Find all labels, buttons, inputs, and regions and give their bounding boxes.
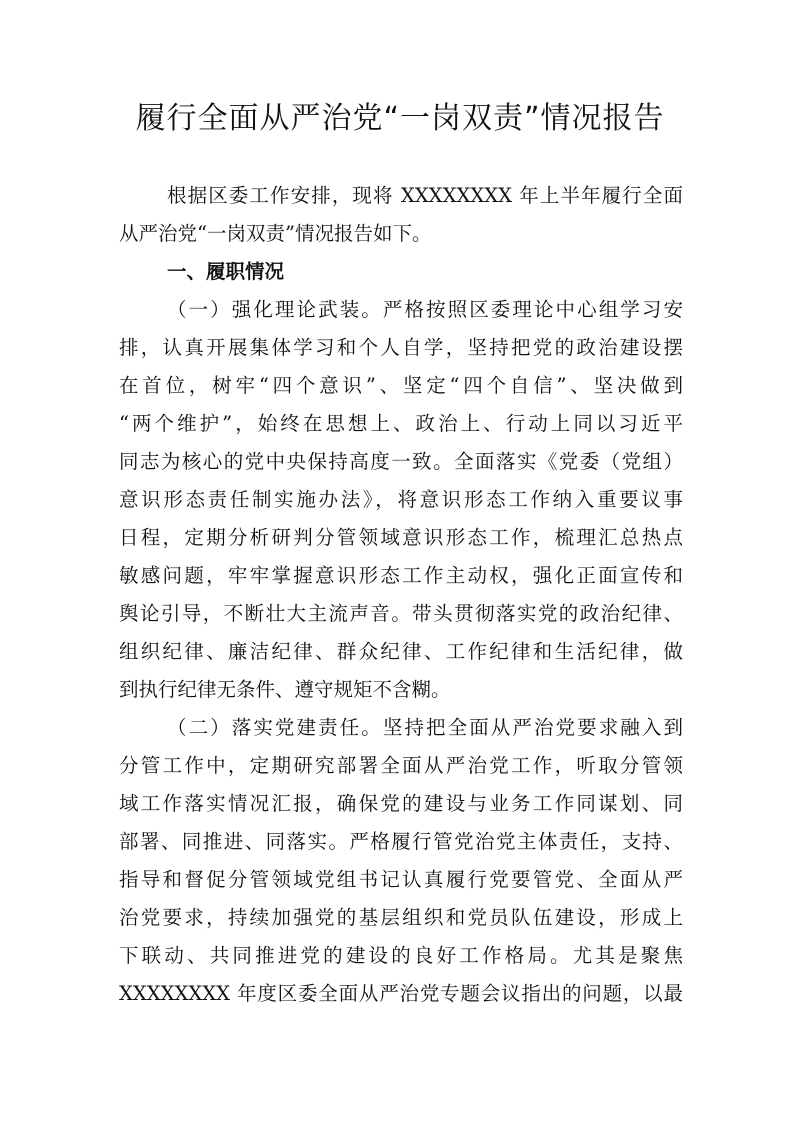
para2-line-8: XXXXXXXX 年度区委全面从严治党专题会议指出的问题，以最 — [119, 982, 683, 1005]
para1-line-6: 意识形态责任制实施办法》，将意识形态工作纳入重要议事 — [119, 488, 683, 511]
para2-line-2: 分管工作中，定期研究部署全面从严治党工作，听取分管领 — [119, 754, 683, 777]
para2-line-3: 域工作落实情况汇报，确保党的建设与业务工作同谋划、同 — [119, 792, 683, 815]
para1-line-7: 日程，定期分析研判分管领域意识形态工作，梳理汇总热点 — [119, 526, 683, 549]
intro-line-1: 根据区委工作安排，现将 XXXXXXXX 年上半年履行全面 — [167, 184, 683, 207]
document-title: 履行全面从严治党“一岗双责”情况报告 — [135, 101, 665, 136]
para1-line-9: 舆论引导，不断壮大主流声音。带头贯彻落实党的政治纪律、 — [119, 602, 683, 625]
section-heading: 一、履职情况 — [167, 260, 285, 283]
para1-line-10: 组织纪律、廉洁纪律、群众纪律、工作纪律和生活纪律，做 — [119, 640, 683, 663]
para1-line-2: 排，认真开展集体学习和个人自学，坚持把党的政治建设摆 — [119, 336, 683, 359]
para1-line-11: 到执行纪律无条件、遵守规矩不含糊。 — [119, 678, 451, 701]
para1-line-8: 敏感问题，牢牢掌握意识形态工作主动权，强化正面宣传和 — [119, 564, 683, 587]
para2-line-7: 下联动、共同推进党的建设的良好工作格局。尤其是聚焦 — [119, 944, 683, 967]
para1-line-3: 在首位，树牢“四个意识”、坚定“四个自信”、坚决做到 — [119, 374, 683, 397]
para1-line-5: 同志为核心的党中央保持高度一致。全面落实《党委（党组） — [119, 450, 683, 473]
para2-line-6: 治党要求，持续加强党的基层组织和党员队伍建设，形成上 — [119, 906, 683, 929]
para1-line-4: “两个维护”，始终在思想上、政治上、行动上同以习近平 — [119, 412, 683, 435]
intro-line-2: 从严治党“一岗双责”情况报告如下。 — [119, 222, 432, 245]
para2-line-4: 部署、同推进、同落实。严格履行管党治党主体责任，支持、 — [119, 830, 683, 853]
para1-line-1: （一）强化理论武装。严格按照区委理论中心组学习安 — [167, 298, 683, 321]
para2-line-1: （二）落实党建责任。坚持把全面从严治党要求融入到 — [167, 716, 683, 739]
para2-line-5: 指导和督促分管领域党组书记认真履行党要管党、全面从严 — [119, 868, 683, 891]
